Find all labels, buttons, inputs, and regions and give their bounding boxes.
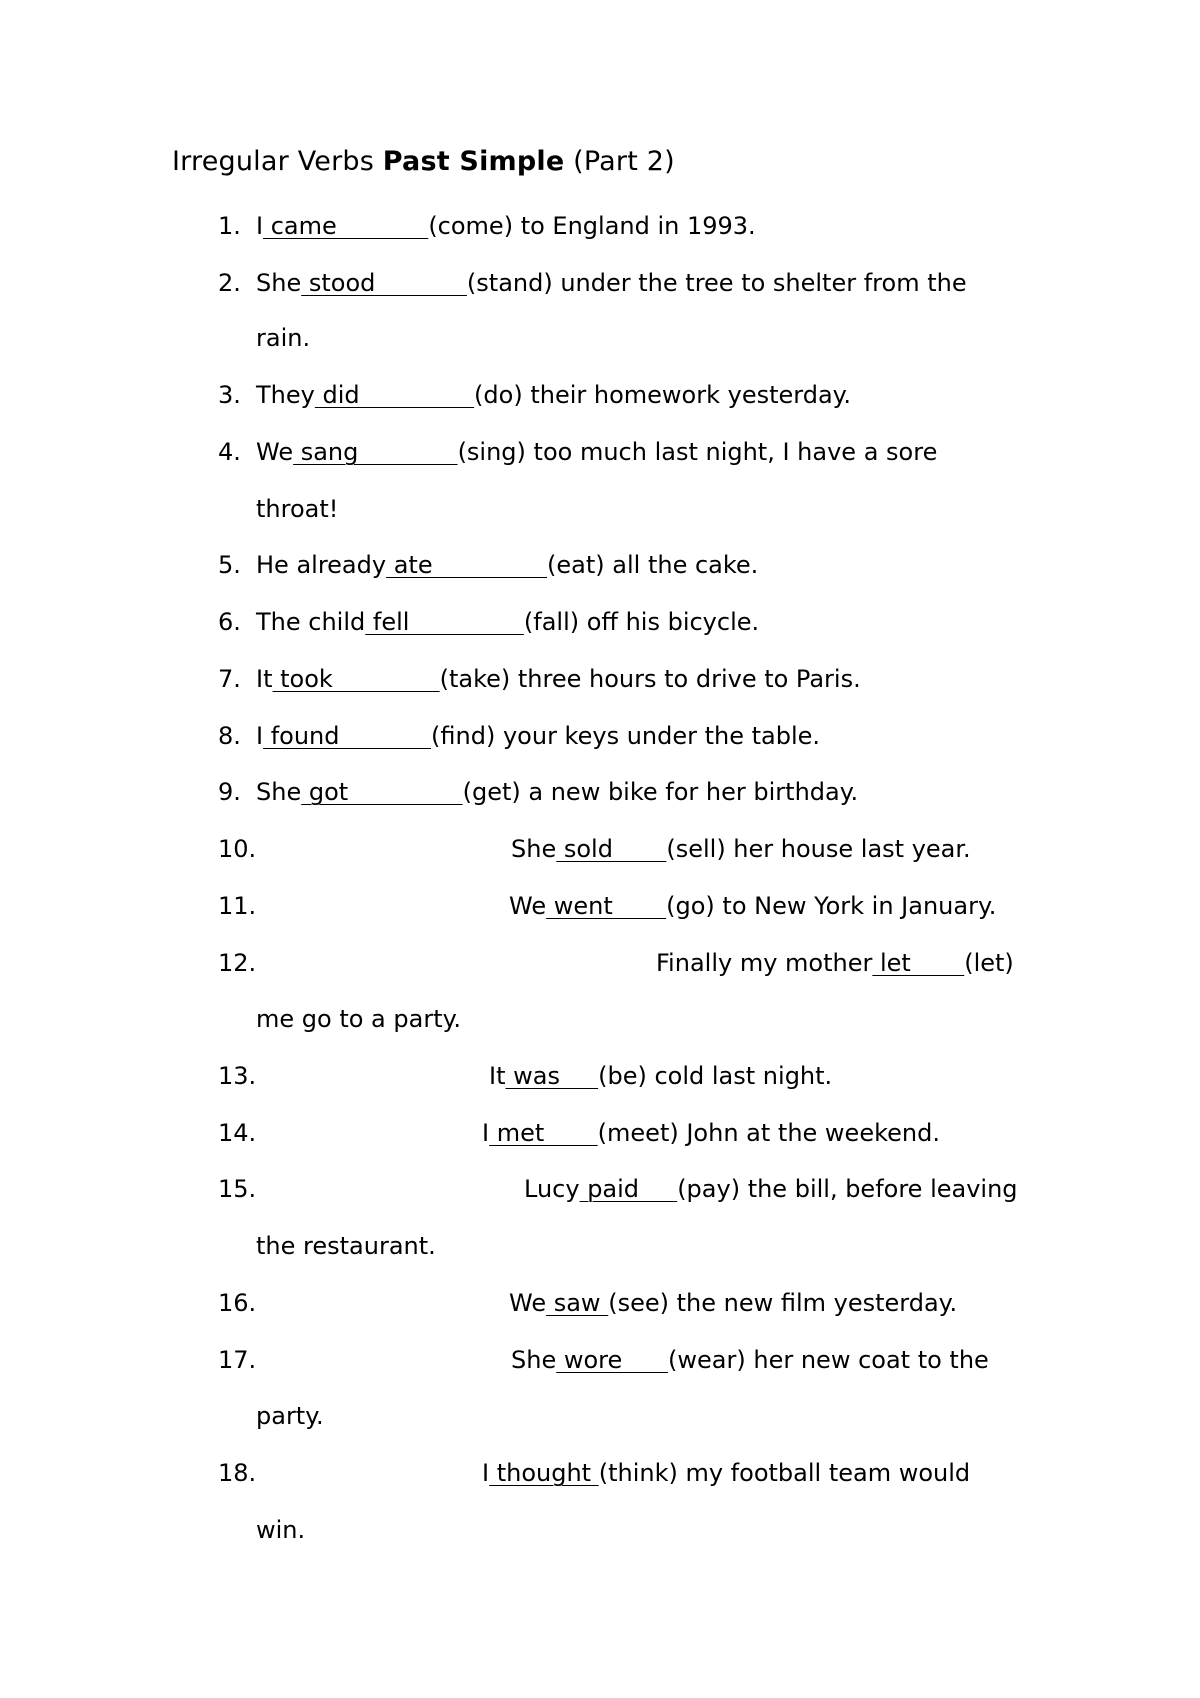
sentence-end: (find) your keys under the table. [431,722,821,750]
item-number: 15. [218,1175,257,1203]
answer-blank: ate [386,551,548,579]
item-number: 1. [218,212,241,240]
sentence-end: (think) my football team would [598,1459,971,1487]
item-number: 17. [218,1346,257,1374]
sentence-start: I [256,722,264,750]
exercise-item-2 [256,266,1038,300]
answer-blank: fell [365,608,524,636]
exercise-item-12 [656,946,1014,980]
sentence-start: We [509,892,547,920]
sentence-end: (be) cold last night. [598,1062,833,1090]
sentence-end: (sing) too much last night, I have a sore [457,438,938,466]
exercise-item-4 [256,435,937,469]
answer-blank: did [314,381,475,409]
sentence-start: I [482,1119,490,1147]
answer-blank: met [489,1119,598,1147]
sentence-end: (stand) under the tree to shelter from the [466,269,967,297]
answer-blank: wore [556,1346,669,1374]
exercise-item-13 [489,1059,832,1093]
sentence-start: She [511,835,557,863]
sentence-continuation: win. [256,1516,306,1544]
worksheet-title [172,142,675,182]
exercise-item-15 [524,1172,1018,1206]
title-bold: Past Simple [382,146,565,177]
sentence-start: It [256,665,273,693]
answer-blank: thought [489,1459,599,1487]
sentence-continuation: rain. [256,324,311,352]
sentence-end: (let) [964,949,1014,977]
sentence-end: (do) their homework yesterday. [474,381,852,409]
item-number: 11. [218,892,257,920]
sentence-start: She [256,778,302,806]
item-number: 9. [218,778,241,806]
exercise-item-3 [256,378,851,412]
item-sentence [256,209,756,243]
exercise-item-8 [256,719,820,753]
sentence-start: I [482,1459,490,1487]
item-number: 8. [218,722,241,750]
item-number: 18. [218,1459,257,1487]
exercise-item-18 [482,1456,970,1490]
sentence-start: She [256,269,302,297]
answer-blank: sold [556,835,667,863]
answer-blank: saw [546,1289,609,1317]
item-number: 10. [218,835,257,863]
item-number: 3. [218,381,241,409]
sentence-start: It [489,1062,506,1090]
exercise-item-10 [511,832,971,866]
item-number: 4. [218,438,241,466]
answer-blank: stood [301,269,467,297]
exercise-item-16 [509,1286,957,1320]
sentence-start: I [256,212,264,240]
sentence-start: We [509,1289,547,1317]
sentence-end: (fall) off his bicycle. [523,608,760,636]
answer-blank: got [301,778,463,806]
exercise-item-11 [509,889,996,923]
exercise-item-9 [256,775,858,809]
answer-blank: went [546,892,667,920]
exercise-item-17 [511,1343,989,1377]
sentence-continuation: throat! [256,495,339,523]
sentence-start: Lucy [524,1175,580,1203]
title-suffix: (Part 2) [564,146,675,177]
answer-blank: paid [579,1175,678,1203]
item-number: 14. [218,1119,257,1147]
sentence-continuation: me go to a party. [256,1005,462,1033]
sentence-end: (go) to New York in January. [666,892,997,920]
sentence-end: (pay) the bill, before leaving [677,1175,1018,1203]
title-prefix: Irregular Verbs [172,146,383,177]
sentence-start: We [256,438,294,466]
item-number: 7. [218,665,241,693]
answer-blank: found [263,722,432,750]
sentence-end: (eat) all the cake. [547,551,759,579]
item-number: 12. [218,949,257,977]
item-number: 2. [218,269,241,297]
item-number: 5. [218,551,241,579]
item-number: 6. [218,608,241,636]
sentence-end: (come) to England in 1993. [428,212,756,240]
answer-blank: came [263,212,429,240]
sentence-end: (see) the new film yesterday. [608,1289,958,1317]
sentence-start: They [256,381,315,409]
item-number: 13. [218,1062,257,1090]
answer-blank: took [272,665,440,693]
sentence-end: (get) a new bike for her birthday. [462,778,859,806]
sentence-end: (wear) her new coat to the [668,1346,989,1374]
sentence-continuation: party. [256,1402,324,1430]
exercise-item-6 [256,605,759,639]
sentence-end: (sell) her house last year. [666,835,971,863]
sentence-start: Finally my mother [656,949,873,977]
exercise-item-14 [482,1116,940,1150]
item-number: 16. [218,1289,257,1317]
sentence-continuation: the restaurant. [256,1232,436,1260]
sentence-start: The child [256,608,366,636]
exercise-item-5 [256,548,758,582]
sentence-end: (meet) John at the weekend. [597,1119,940,1147]
sentence-start: She [511,1346,557,1374]
answer-blank: sang [293,438,458,466]
exercise-item-7 [256,662,861,696]
sentence-start: He already [256,551,387,579]
answer-blank: was [505,1062,599,1090]
answer-blank: let [872,949,965,977]
sentence-end: (take) three hours to drive to Paris. [439,665,861,693]
